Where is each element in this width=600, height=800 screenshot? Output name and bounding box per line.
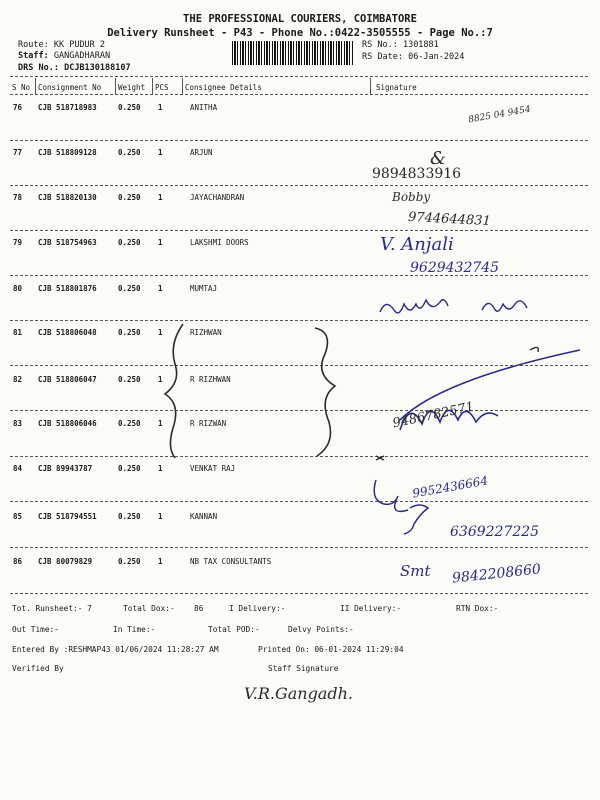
signature-79-phone: 9629432745 — [410, 260, 500, 276]
rs-no-value: 1301881 — [402, 40, 439, 50]
row-divider — [10, 185, 588, 186]
signature-81-83 — [370, 340, 595, 470]
rs-no-line: RS No.: 1301881 — [362, 40, 439, 50]
total-runsheet: Tot. Runsheet:- 7 — [12, 604, 92, 613]
header-divider-top — [10, 76, 588, 77]
signature-81-stroke — [530, 347, 538, 352]
ii-delivery: II Delivery:- — [340, 604, 402, 613]
rtn-dox: RTN Dox:- — [456, 604, 499, 613]
table-row: 79 CJB 518754963 0.250 1 LAKSHMI DOORS — [13, 238, 249, 247]
drs-value: DCJB130188107 — [64, 63, 131, 73]
signature-78-name: Bobby — [392, 190, 431, 204]
signature-86-phone: 9842208660 — [451, 561, 542, 587]
rs-date-line: RS Date: 06-Jan-2024 — [362, 52, 465, 62]
signature-78-phone: 9744644831 — [407, 209, 492, 230]
signature-86-name: Smt — [400, 562, 431, 580]
table-row: 80 CJB 518801876 0.250 1 MUMTAJ — [13, 284, 218, 293]
signature-85-stroke-a — [374, 480, 408, 511]
staff-signature-label: Staff Signature — [268, 664, 339, 673]
col-weight-header: Weight — [118, 83, 146, 92]
table-row: 84 CJB 89943787 0.250 1 VENKAT RAJ — [13, 464, 236, 473]
col-pcs-header: PCS — [155, 83, 169, 92]
in-time: In Time:- — [113, 625, 156, 634]
col-consignee-header: Consignee Details — [185, 83, 262, 92]
row-divider — [10, 501, 588, 502]
table-row: 82 CJB 518806047 0.250 1 R RIZHWAN — [13, 375, 231, 384]
col-sno-header: S No — [12, 83, 31, 92]
row-divider — [10, 547, 588, 548]
total-pod: Total POD:- — [208, 625, 260, 634]
col-consignment-header: Consignment No — [38, 83, 102, 92]
staff-signature: V.R.Gangadh. — [244, 684, 354, 703]
drs-line: DRS No.: DCJB130188107 — [18, 63, 131, 73]
table-row: 78 CJB 518820130 0.250 1 JAYACHANDRAN — [13, 193, 245, 202]
signature-77-mark: & — [430, 148, 447, 169]
out-time: Out Time:- — [12, 625, 59, 634]
row-divider — [10, 140, 588, 141]
table-row: 83 CJB 518806046 0.250 1 R RIZWAN — [13, 419, 227, 428]
route-line: Route: KK PUDUR 2 — [18, 40, 106, 50]
signature-85-phone-2: 6369227225 — [450, 524, 540, 540]
table-row: 81 CJB 518806048 0.250 1 RIZHWAN — [13, 328, 222, 337]
barcode — [232, 41, 354, 65]
delvy-points: Delvy Points:- — [288, 625, 354, 634]
table-row: 85 CJB 518794551 0.250 1 KANNAN — [13, 512, 218, 521]
table-row: 76 CJB 518718983 0.250 1 ANITHA — [13, 103, 218, 112]
row-divider — [10, 230, 588, 231]
row-divider — [10, 275, 588, 276]
column-divider — [152, 78, 153, 94]
runsheet-subtitle: Delivery Runsheet - P43 - Phone No.:0422-3505555 - Page No.:7 — [107, 27, 493, 39]
column-divider — [115, 78, 116, 94]
signature-79-name: V. Anjali — [380, 234, 454, 255]
company-title: THE PROFESSIONAL COURIERS, COIMBATORE — [183, 13, 417, 25]
signature-80-stroke-a — [380, 300, 448, 313]
signature-80-stroke-b — [482, 301, 527, 311]
table-row: 77 CJB 518809128 0.250 1 ARJUN — [13, 148, 213, 157]
signature-85-mark — [368, 470, 438, 540]
printed-on: Printed On: 06-01-2024 11:29:04 — [258, 645, 404, 654]
rs-date-value: 06-Jan-2024 — [408, 52, 465, 62]
total-dox-label: Total Dox:- — [123, 604, 175, 613]
signature-80 — [370, 290, 570, 330]
signature-76: 8825 04 9454 — [467, 104, 532, 126]
header-divider-bottom — [10, 94, 588, 95]
staff-value: GANGADHARAN — [53, 51, 111, 61]
i-delivery: I Delivery:- — [229, 604, 286, 613]
column-divider — [182, 78, 183, 94]
signature-77-phone: 9894833916 — [372, 166, 462, 182]
route-value: KK PUDUR 2 — [53, 40, 106, 50]
total-dox-value: 86 — [194, 604, 204, 613]
staff-line: Staff: GANGADHARAN — [18, 51, 111, 61]
entered-by: Entered By :RESHMAP43 01/06/2024 11:28:27 AM — [12, 645, 219, 654]
column-divider — [370, 78, 371, 94]
signature-83-stroke — [376, 456, 384, 460]
table-bottom-divider — [10, 593, 588, 594]
column-divider — [35, 78, 36, 94]
col-signature-header: Signature — [376, 83, 417, 92]
signature-84-phone: 9486782571 — [391, 399, 476, 432]
bracket-81-83 — [155, 318, 355, 464]
bracket-right — [315, 328, 335, 456]
table-row: 86 CJB 80079829 0.250 1 NB TAX CONSULTANTS — [13, 557, 272, 566]
bracket-left — [165, 324, 183, 458]
verified-by: Verified By — [12, 664, 64, 673]
signature-85-phone: 9952436664 — [411, 473, 489, 501]
